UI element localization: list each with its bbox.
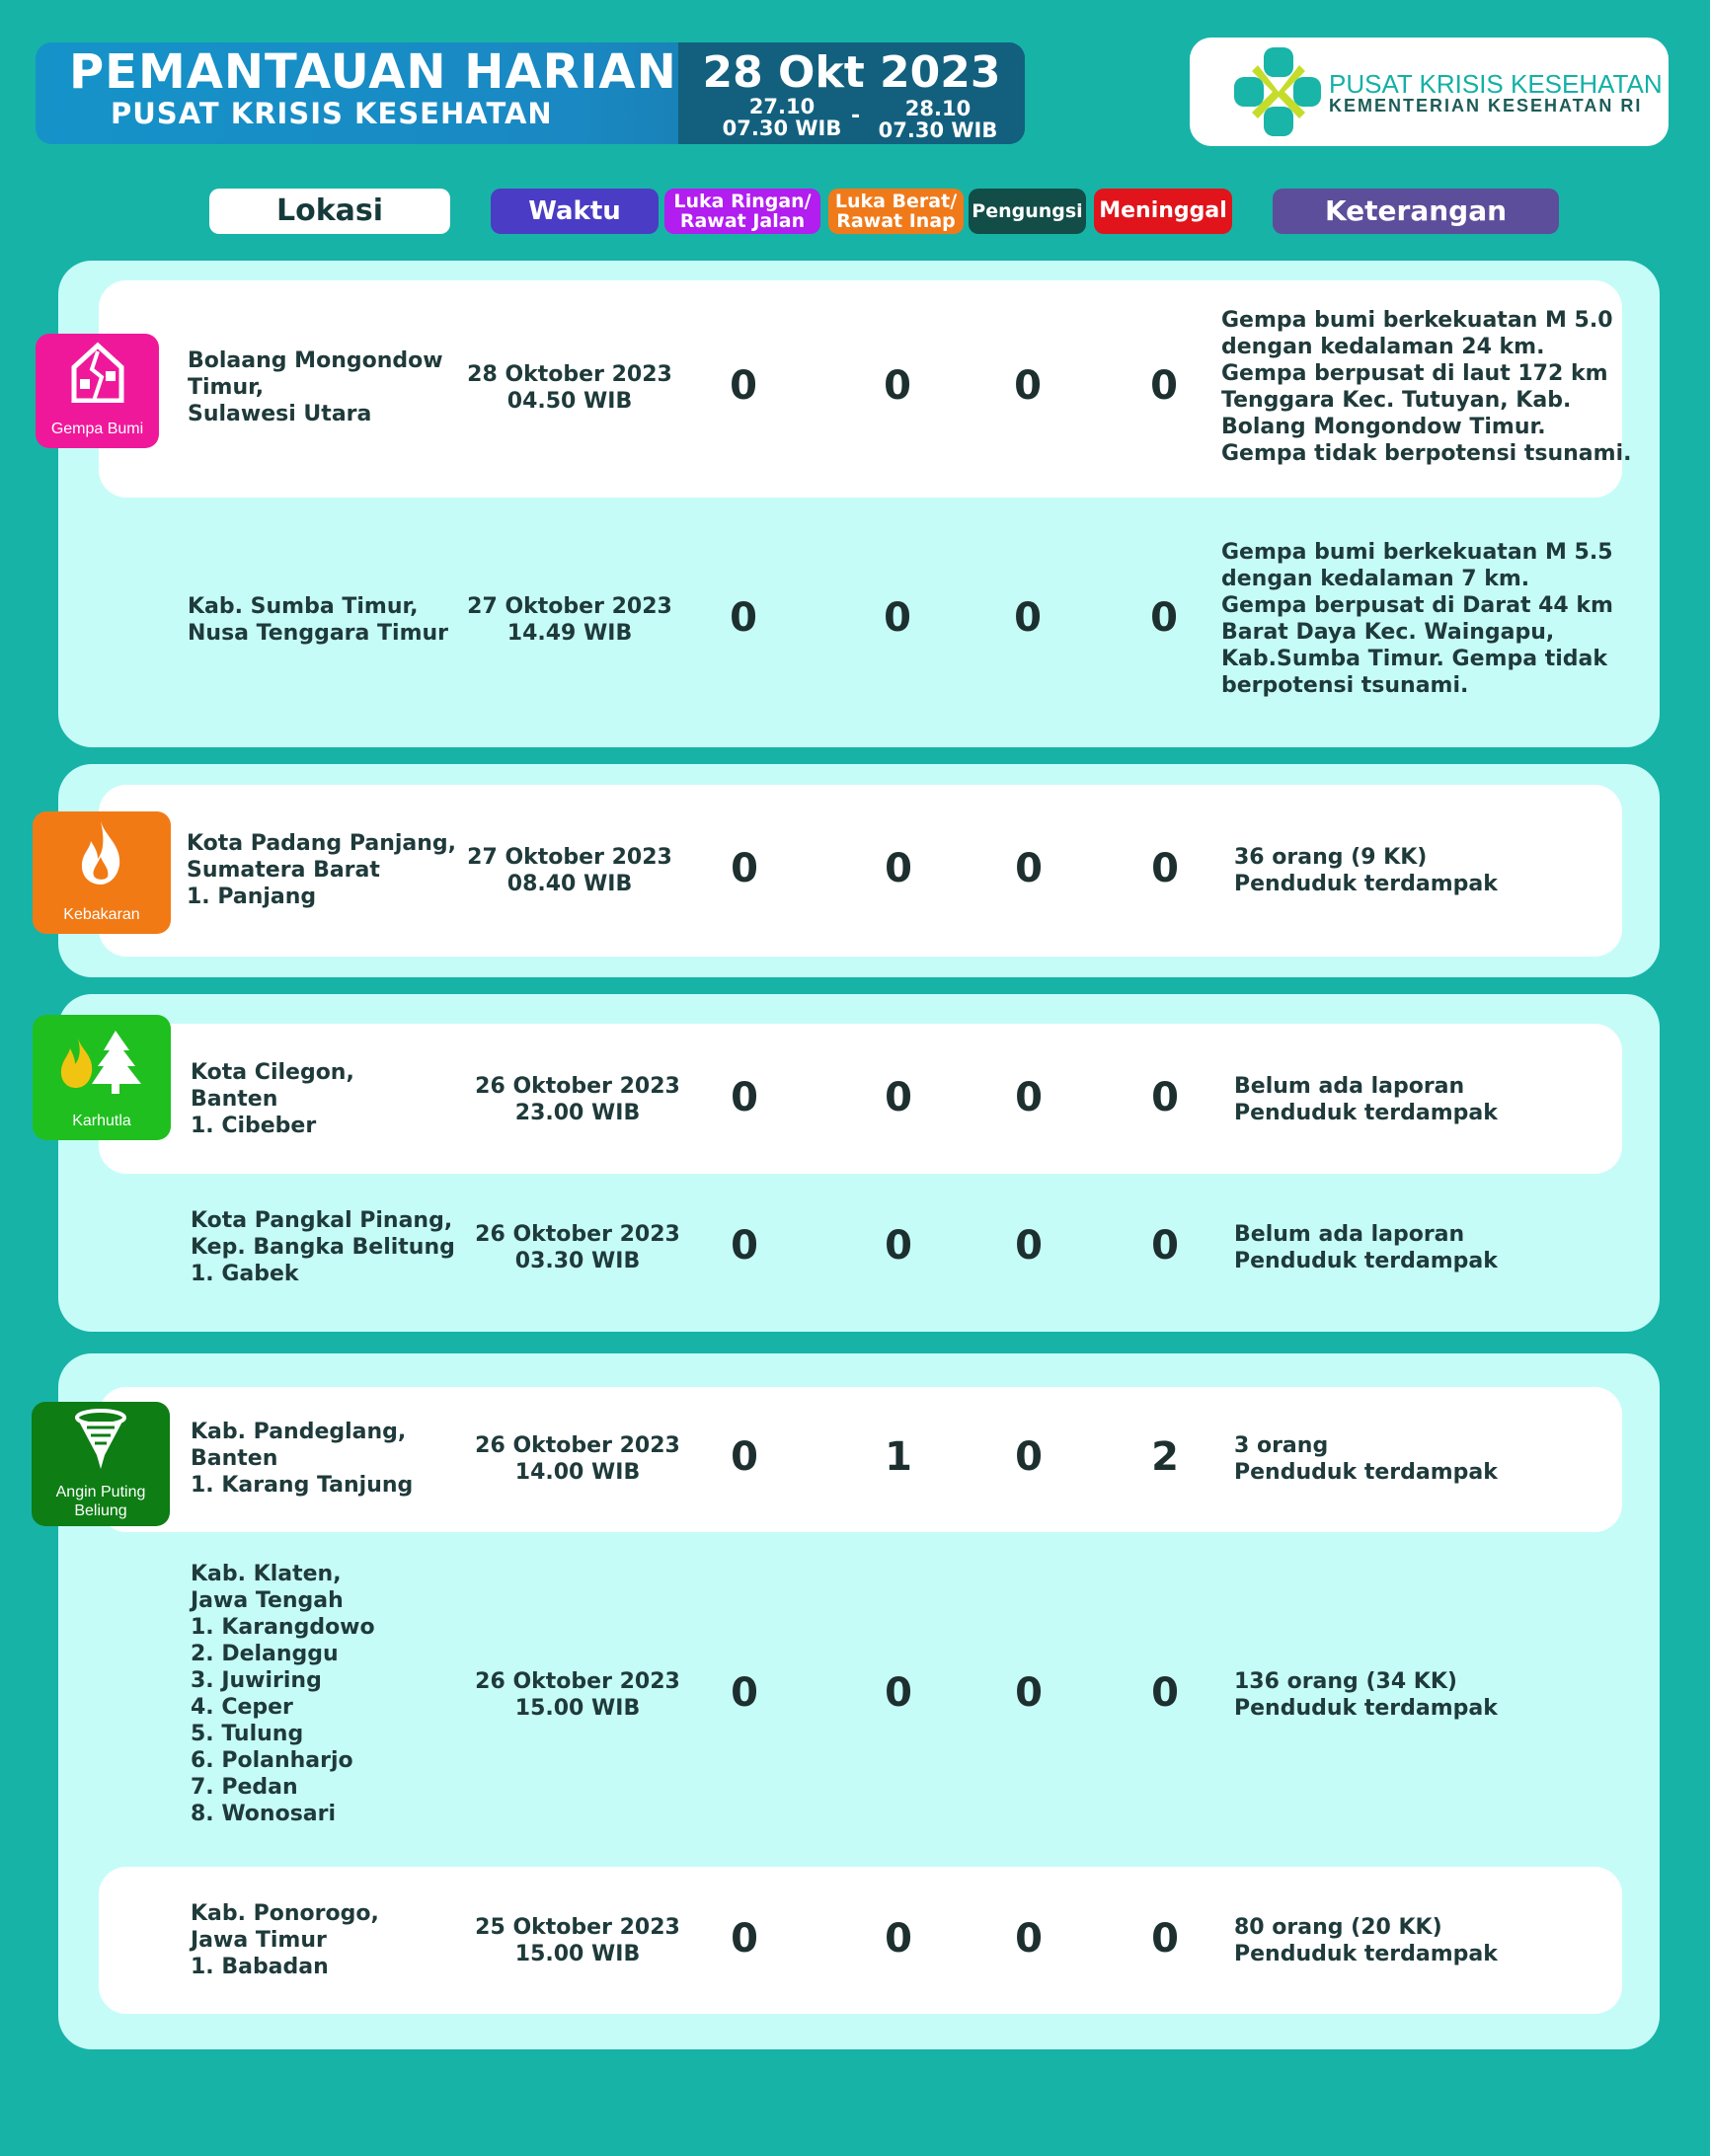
count-ringan: 0 bbox=[730, 595, 757, 641]
location-text bbox=[188, 347, 484, 427]
header-meninggal: Meninggal bbox=[1094, 189, 1232, 234]
count-pengungsi: 0 bbox=[1015, 846, 1043, 891]
location-text-line: Jawa Timur bbox=[191, 1928, 327, 1954]
time-text-line: 26 Oktober 2023 bbox=[475, 1432, 680, 1458]
keterangan-text-line: Barat Daya Kec. Waingapu, bbox=[1221, 620, 1555, 646]
count-pengungsi: 0 bbox=[1015, 1223, 1043, 1269]
location-text-line: 7. Pedan bbox=[191, 1774, 298, 1800]
keterangan-text-line: 136 orang (34 KK) bbox=[1234, 1668, 1457, 1694]
keterangan-text-line: 3 orang bbox=[1234, 1432, 1329, 1458]
keterangan-text-line: Gempa tidak berpotensi tsunami. bbox=[1221, 441, 1632, 467]
keterangan-text bbox=[1234, 844, 1649, 897]
time-text-line: 26 Oktober 2023 bbox=[475, 1073, 680, 1099]
header-luka-berat-line2: Rawat Inap bbox=[836, 210, 956, 232]
page-title: PEMANTAUAN HARIAN bbox=[69, 44, 677, 100]
count-berat: 0 bbox=[885, 1916, 912, 1962]
forest-fire-icon bbox=[56, 1029, 145, 1098]
badge-gempa-bumi bbox=[36, 334, 159, 448]
location-text-line: Kab. Klaten, bbox=[191, 1561, 342, 1586]
location-text bbox=[191, 1419, 487, 1499]
header-luka-ringan bbox=[664, 189, 820, 234]
count-pengungsi: 0 bbox=[1014, 595, 1042, 641]
range-separator: - bbox=[851, 104, 861, 128]
badge-karhutla bbox=[33, 1015, 171, 1140]
header-lokasi: Lokasi bbox=[209, 189, 450, 234]
count-ringan: 0 bbox=[730, 363, 757, 409]
time-text bbox=[469, 1221, 686, 1274]
location-text-line: 6. Polanharjo bbox=[191, 1747, 353, 1773]
location-text-line: 4. Ceper bbox=[191, 1694, 293, 1720]
keterangan-text-line: Penduduk terdampak bbox=[1234, 1941, 1498, 1966]
location-text-line: 1. Gabek bbox=[191, 1262, 299, 1287]
time-text-line: 15.00 WIB bbox=[514, 1941, 641, 1966]
tornado-icon bbox=[75, 1408, 126, 1471]
keterangan-text bbox=[1234, 1073, 1649, 1126]
time-text bbox=[469, 1668, 686, 1722]
header-luka-berat bbox=[828, 189, 964, 234]
count-berat: 0 bbox=[885, 1223, 912, 1269]
location-text-line: 1. Karangdowo bbox=[191, 1614, 375, 1640]
range-to bbox=[869, 98, 1007, 141]
count-berat: 0 bbox=[884, 363, 911, 409]
time-text bbox=[461, 361, 678, 415]
location-text-line: Banten bbox=[191, 1446, 278, 1472]
keterangan-text-line: dengan kedalaman 7 km. bbox=[1221, 567, 1530, 592]
location-text-line: 1. Karang Tanjung bbox=[191, 1473, 414, 1499]
count-berat: 0 bbox=[885, 846, 912, 891]
location-text-line: 1. Babadan bbox=[191, 1955, 329, 1980]
keterangan-text-line: Penduduk terdampak bbox=[1234, 871, 1498, 896]
time-text-line: 28 Oktober 2023 bbox=[467, 361, 672, 387]
header-luka-berat-line1: Luka Berat/ bbox=[834, 191, 958, 212]
keterangan-text-line: 80 orang (20 KK) bbox=[1234, 1914, 1442, 1940]
time-text-line: 25 Oktober 2023 bbox=[475, 1914, 680, 1940]
count-pengungsi: 0 bbox=[1015, 1434, 1043, 1480]
keterangan-text-line: dengan kedalaman 24 km. bbox=[1221, 335, 1545, 360]
keterangan-text-line: Gempa berpusat di Darat 44 km bbox=[1221, 593, 1613, 619]
time-text bbox=[469, 1432, 686, 1486]
time-text-line: 26 Oktober 2023 bbox=[475, 1668, 680, 1694]
location-text-line: 1. Cibeber bbox=[191, 1114, 317, 1139]
location-text-line: Timur, bbox=[188, 375, 265, 401]
badge-label: Karhutla bbox=[72, 1113, 131, 1129]
location-text-line: Kota Cilegon, bbox=[191, 1060, 354, 1086]
count-meninggal: 0 bbox=[1151, 1075, 1179, 1120]
location-text-line: Bolaang Mongondow bbox=[188, 348, 443, 374]
location-text-line: Kab. Sumba Timur, bbox=[188, 593, 419, 619]
keterangan-text-line: Kab.Sumba Timur. Gempa tidak bbox=[1221, 647, 1607, 672]
header-luka-ringan-line2: Rawat Jalan bbox=[679, 210, 806, 232]
keterangan-text-line: Gempa berpusat di laut 172 km bbox=[1221, 361, 1608, 387]
location-text-line: Sulawesi Utara bbox=[188, 402, 372, 427]
location-text-line: Jawa Tengah bbox=[191, 1587, 344, 1613]
keterangan-text bbox=[1234, 1914, 1649, 1967]
count-ringan: 0 bbox=[731, 846, 758, 891]
keterangan-text-line: Belum ada laporan bbox=[1234, 1073, 1465, 1099]
count-ringan: 0 bbox=[731, 1075, 758, 1120]
location-text-line: Kab. Pandeglang, bbox=[191, 1420, 407, 1445]
range-from bbox=[713, 96, 851, 139]
header-luka-ringan-line1: Luka Ringan/ bbox=[673, 191, 812, 212]
location-text bbox=[188, 593, 484, 647]
count-berat: 1 bbox=[885, 1434, 912, 1480]
time-text-line: 14.49 WIB bbox=[506, 620, 633, 646]
keterangan-text-line: Bolang Mongondow Timur. bbox=[1221, 415, 1546, 440]
count-pengungsi: 0 bbox=[1015, 1670, 1043, 1716]
keterangan-text-line: Penduduk terdampak bbox=[1234, 1459, 1498, 1485]
keterangan-text bbox=[1234, 1221, 1649, 1274]
count-berat: 0 bbox=[884, 595, 911, 641]
range-to-time: 07.30 WIB bbox=[878, 118, 998, 142]
location-text-line: Banten bbox=[191, 1087, 278, 1113]
time-text-line: 14.00 WIB bbox=[514, 1459, 641, 1485]
count-meninggal: 0 bbox=[1151, 846, 1179, 891]
fire-icon bbox=[76, 819, 125, 886]
time-text-line: 27 Oktober 2023 bbox=[467, 593, 672, 619]
location-text-line: Nusa Tenggara Timur bbox=[188, 620, 449, 646]
count-meninggal: 0 bbox=[1150, 595, 1178, 641]
badge-label: Kebakaran bbox=[63, 906, 140, 923]
keterangan-text-line: 36 orang (9 KK) bbox=[1234, 844, 1428, 870]
time-text-line: 15.00 WIB bbox=[514, 1695, 641, 1721]
count-berat: 0 bbox=[885, 1670, 912, 1716]
count-berat: 0 bbox=[885, 1075, 912, 1120]
count-meninggal: 0 bbox=[1151, 1223, 1179, 1269]
count-ringan: 0 bbox=[731, 1670, 758, 1716]
count-ringan: 0 bbox=[731, 1434, 758, 1480]
time-text-line: 26 Oktober 2023 bbox=[475, 1221, 680, 1247]
keterangan-text bbox=[1221, 539, 1636, 699]
header-keterangan: Keterangan bbox=[1273, 189, 1559, 234]
badge-label-line1: Angin Puting bbox=[55, 1484, 146, 1501]
badge-label: Gempa Bumi bbox=[50, 421, 144, 437]
logo-subtitle: KEMENTERIAN KESEHATAN RI bbox=[1329, 96, 1643, 116]
header-waktu: Waktu bbox=[491, 189, 659, 234]
header-pengungsi: Pengungsi bbox=[969, 189, 1086, 234]
keterangan-text-line: Tenggara Kec. Tutuyan, Kab. bbox=[1221, 388, 1572, 414]
keterangan-text-line: Gempa bumi berkekuatan M 5.5 bbox=[1221, 540, 1613, 566]
time-text-line: 08.40 WIB bbox=[506, 871, 633, 896]
kemenkes-logo-icon bbox=[1234, 45, 1323, 139]
time-text bbox=[461, 844, 678, 897]
location-text-line: Kab. Ponorogo, bbox=[191, 1901, 379, 1927]
count-pengungsi: 0 bbox=[1015, 1075, 1043, 1120]
count-meninggal: 2 bbox=[1151, 1434, 1179, 1480]
location-text-line: 2. Delanggu bbox=[191, 1641, 339, 1666]
range-from-time: 07.30 WIB bbox=[722, 116, 842, 140]
count-ringan: 0 bbox=[731, 1916, 758, 1962]
time-text-line: 03.30 WIB bbox=[514, 1248, 641, 1273]
keterangan-text bbox=[1234, 1432, 1649, 1486]
keterangan-text-line: berpotensi tsunami. bbox=[1221, 673, 1469, 699]
time-text bbox=[461, 593, 678, 647]
badge-kebakaran bbox=[33, 811, 171, 934]
count-pengungsi: 0 bbox=[1014, 363, 1042, 409]
count-meninggal: 0 bbox=[1151, 1916, 1179, 1962]
page-subtitle: PUSAT KRISIS KESEHATAN bbox=[111, 97, 553, 130]
report-date: 28 Okt 2023 bbox=[702, 47, 1001, 98]
time-text bbox=[469, 1073, 686, 1126]
count-ringan: 0 bbox=[731, 1223, 758, 1269]
location-text-line: Kota Pangkal Pinang, bbox=[191, 1208, 453, 1234]
logo-title: PUSAT KRISIS KESEHATAN bbox=[1329, 69, 1663, 99]
count-meninggal: 0 bbox=[1151, 1670, 1179, 1716]
location-text-line: 5. Tulung bbox=[191, 1721, 304, 1746]
location-text-line: Sumatera Barat bbox=[187, 858, 380, 884]
location-text bbox=[191, 1059, 487, 1139]
keterangan-text-line: Penduduk terdampak bbox=[1234, 1695, 1498, 1721]
time-text-line: 23.00 WIB bbox=[514, 1100, 641, 1125]
keterangan-text bbox=[1221, 307, 1636, 467]
count-meninggal: 0 bbox=[1150, 363, 1178, 409]
location-text bbox=[191, 1207, 487, 1287]
badge-label-line2: Beliung bbox=[74, 1502, 127, 1519]
house-earthquake-icon bbox=[70, 342, 125, 403]
location-text-line: 1. Panjang bbox=[187, 885, 317, 910]
count-pengungsi: 0 bbox=[1015, 1916, 1043, 1962]
location-text bbox=[191, 1561, 487, 1827]
range-to-date: 28.10 bbox=[904, 97, 972, 120]
badge-angin-puting-beliung bbox=[32, 1402, 170, 1526]
location-text-line: Kep. Bangka Belitung bbox=[191, 1235, 455, 1261]
range-from-date: 27.10 bbox=[748, 95, 816, 118]
keterangan-text-line: Penduduk terdampak bbox=[1234, 1100, 1498, 1125]
keterangan-text-line: Belum ada laporan bbox=[1234, 1221, 1465, 1247]
time-text-line: 04.50 WIB bbox=[506, 388, 633, 414]
badge-label bbox=[32, 1483, 170, 1520]
location-text-line: 8. Wonosari bbox=[191, 1801, 337, 1826]
keterangan-text-line: Gempa bumi berkekuatan M 5.0 bbox=[1221, 308, 1613, 334]
time-text bbox=[469, 1914, 686, 1967]
location-text-line: 3. Juwiring bbox=[191, 1667, 322, 1693]
location-text bbox=[187, 830, 483, 910]
keterangan-text bbox=[1234, 1668, 1649, 1722]
location-text-line: Kota Padang Panjang, bbox=[187, 831, 457, 857]
keterangan-text-line: Penduduk terdampak bbox=[1234, 1248, 1498, 1273]
time-text-line: 27 Oktober 2023 bbox=[467, 844, 672, 870]
location-text bbox=[191, 1900, 487, 1980]
